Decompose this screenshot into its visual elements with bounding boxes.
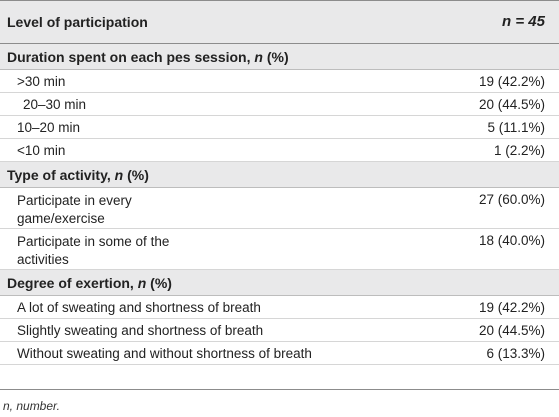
row-value: 19 (42.2%) (478, 300, 545, 315)
table-header-row (0, 0, 559, 44)
header-level-of-participation: Level of participation (7, 14, 148, 30)
row-value: 1 (2.2%) (493, 143, 545, 158)
table-row (0, 70, 559, 93)
row-label: Participate in every game/exercise (17, 193, 132, 226)
row-value: 5 (11.1%) (487, 120, 545, 135)
table-bottom-rule (0, 389, 559, 390)
row-label: >30 min (17, 74, 66, 89)
section-degree-of-exertion (0, 270, 559, 296)
row-label: <10 min (17, 143, 66, 158)
row-label: Without sweating and without shortness of breath (17, 346, 312, 361)
table-row (0, 139, 559, 162)
row-label: A lot of sweating and shortness of breath (17, 300, 261, 315)
table-row (0, 188, 559, 229)
row-label: Slightly sweating and shortness of breath (17, 323, 264, 338)
row-label: 20–30 min (23, 97, 87, 112)
table-row (0, 229, 559, 270)
header-sample-size: n = 45 (502, 13, 545, 30)
section-title: Duration spent on each pes session, n (%) (7, 49, 289, 65)
table-row (0, 296, 559, 319)
row-value: 19 (42.2%) (478, 74, 545, 89)
table-row (0, 116, 559, 139)
row-value: 20 (44.5%) (478, 97, 545, 112)
row-label: Participate in some of the activities (17, 234, 170, 267)
table-footnote: n, number. (3, 399, 60, 413)
section-type-of-activity (0, 162, 559, 188)
row-value: 18 (40.0%) (478, 233, 545, 248)
section-duration (0, 44, 559, 70)
row-label: 10–20 min (17, 120, 81, 135)
section-title: Degree of exertion, n (%) (7, 275, 172, 291)
section-title: Type of activity, n (%) (7, 167, 149, 183)
row-value: 6 (13.3%) (486, 346, 545, 361)
table-row (0, 342, 559, 365)
table-row (0, 319, 559, 342)
row-value: 20 (44.5%) (478, 323, 545, 338)
row-value: 27 (60.0%) (478, 192, 545, 207)
table-row (0, 93, 559, 116)
